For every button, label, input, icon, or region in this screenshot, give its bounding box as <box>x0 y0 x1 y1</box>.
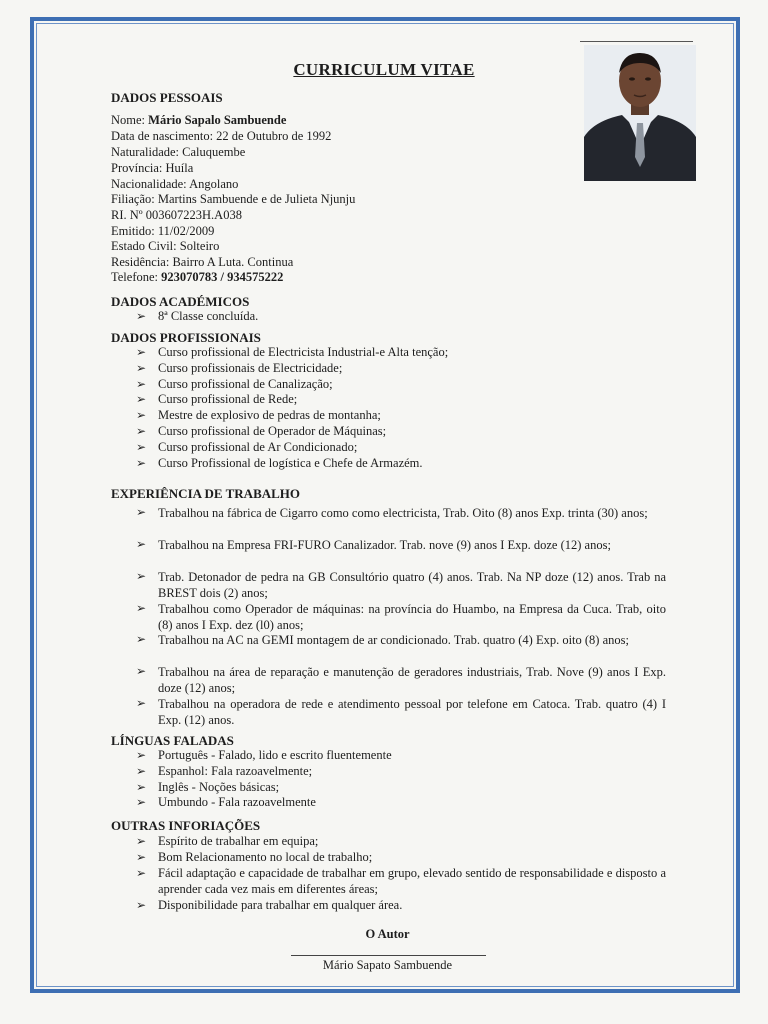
author-name: Mário Sapato Sambuende <box>322 958 453 972</box>
languages-heading: LÍNGUAS FALADAS <box>111 733 234 748</box>
personal-heading: DADOS PESSOAIS <box>111 90 223 105</box>
list-item: ➢ Disponibilidade para trabalhar em qualquer área. <box>136 898 403 912</box>
professional-heading: DADOS PROFISSIONAIS <box>111 330 261 345</box>
arrow-bullet-icon: ➢ <box>136 360 147 375</box>
province-line: Província: Huíla <box>111 161 194 175</box>
experience-heading: EXPERIÊNCIA DE TRABALHO <box>111 486 301 501</box>
other-heading: OUTRAS INFORIAÇÕES <box>111 818 261 833</box>
list-item: ➢ Curso profissional de Ar Condicionado; <box>136 439 358 454</box>
list-item: ➢ Curso profissional de Canalização; <box>136 376 333 391</box>
arrow-bullet-icon: ➢ <box>136 505 147 519</box>
arrow-bullet-icon: ➢ <box>136 439 147 454</box>
arrow-bullet-icon: ➢ <box>136 696 147 710</box>
arrow-bullet-icon: ➢ <box>136 632 147 646</box>
list-item: ➢ 8ª Classe concluída. <box>136 309 259 323</box>
arrow-bullet-icon: ➢ <box>136 601 147 615</box>
experience-list <box>136 505 666 728</box>
arrow-bullet-icon: ➢ <box>136 834 147 848</box>
arrow-bullet-icon: ➢ <box>136 569 147 583</box>
list-item: ➢ Curso profissional de Operador de Máquinas; <box>136 423 387 438</box>
list-item: ➢ Trabalhou como Operador de máquinas: na província do Huambo, na Empresa da Cuca. Trab, oito (8) anos I Exp. dez (l0) anos; <box>136 601 666 632</box>
issued-line: Emitido: 11/02/2009 <box>111 224 215 238</box>
arrow-bullet-icon: ➢ <box>136 392 147 407</box>
list-item: ➢ Trabalhou na operadora de rede e atendimento pessoal por telefone em Catoca. Trab. quatro (4) I Exp. (12) anos. <box>136 696 666 727</box>
list-item: ➢ Bom Relacionamento no local de trabalho; <box>136 850 373 864</box>
arrow-bullet-icon: ➢ <box>136 376 147 391</box>
academic-heading: DADOS ACADÉMICOS <box>111 294 250 309</box>
nationality-line: Nacionalidade: Angolano <box>111 177 239 191</box>
list-item: ➢ Trab. Detonador de pedra na GB Consultório quatro (4) anos. Trab. Na NP doze (12) anos. Trab na BREST dois (2) anos; <box>136 569 666 600</box>
arrow-bullet-icon: ➢ <box>136 423 147 438</box>
residence-line: Residência: Bairro A Luta. Continua <box>111 255 294 269</box>
id-line: RI. Nº 003607223H.A038 <box>111 208 242 222</box>
phone-label: Telefone: <box>111 270 159 284</box>
list-item: ➢ Mestre de explosivo de pedras de montanha; <box>136 408 381 423</box>
list-item: ➢ Fácil adaptação e capacidade de trabalhar em grupo, elevado sentido de responsabilidade e disposto a aprender cada vez mais em diferentes áreas; <box>136 866 666 896</box>
civil-status-line: Estado Civil: Solteiro <box>111 239 220 253</box>
arrow-bullet-icon: ➢ <box>136 408 147 423</box>
birthplace-line: Naturalidade: Caluquembe <box>111 145 246 159</box>
birth-line: Data de nascimento: 22 de Outubro de 1992 <box>111 129 332 143</box>
list-item: ➢ Curso profissional de Rede; <box>136 392 298 407</box>
list-item: ➢ Trabalhou na fábrica de Cigarro como como electricista, Trab. Oito (8) anos Exp. trinta (30) anos; <box>136 505 648 520</box>
name-line <box>111 113 286 128</box>
arrow-bullet-icon: ➢ <box>136 537 147 551</box>
list-item: ➢ Inglês - Noções básicas; <box>136 779 280 794</box>
arrow-bullet-icon: ➢ <box>136 763 147 778</box>
arrow-bullet-icon: ➢ <box>136 748 147 762</box>
phone-line <box>111 270 283 285</box>
arrow-bullet-icon: ➢ <box>136 866 147 880</box>
name-label: Nome: <box>111 113 146 127</box>
list-item: ➢ Trabalhou na área de reparação e manutenção de geradores industriais, Trab. Nove (9) anos I Exp. doze (12) anos; <box>136 664 666 695</box>
document-title: CURRICULUM VITAE <box>293 60 475 79</box>
arrow-bullet-icon: ➢ <box>136 455 147 470</box>
list-item: ➢ Umbundo - Fala razoavelmente <box>136 795 316 810</box>
list-item: ➢ Curso profissionais de Electricidade; <box>136 360 343 375</box>
arrow-bullet-icon: ➢ <box>136 898 147 912</box>
phone-value: 923070783 / 934575222 <box>161 270 284 284</box>
arrow-bullet-icon: ➢ <box>136 850 147 864</box>
languages-list <box>136 748 392 811</box>
arrow-bullet-icon: ➢ <box>136 345 147 359</box>
list-item: ➢ Espírito de trabalhar em equipa; <box>136 834 319 848</box>
name-value: Mário Sapalo Sambuende <box>148 113 287 127</box>
arrow-bullet-icon: ➢ <box>136 779 147 794</box>
arrow-bullet-icon: ➢ <box>136 795 147 810</box>
list-item: ➢ Trabalhou na AC na GEMI montagem de ar condicionado. Trab. quatro (4) Exp. oito (8) anos; <box>136 632 629 647</box>
author-label: O Autor <box>365 927 410 941</box>
list-item: ➢ Português - Falado, lido e escrito fluentemente <box>136 748 392 762</box>
other-list <box>136 833 666 913</box>
list-item: ➢ Trabalhou na Empresa FRI-FURO Canalizador. Trab. nove (9) anos I Exp. doze (12) anos; <box>136 537 611 552</box>
list-item: ➢ Curso Profissional de logística e Chefe de Armazém. <box>136 455 423 470</box>
parents-line: Filiação: Martins Sambuende e de Julieta Njunju <box>111 192 356 206</box>
arrow-bullet-icon: ➢ <box>136 664 147 678</box>
signature-line <box>291 955 486 956</box>
professional-list <box>136 345 448 471</box>
list-item: ➢ Espanhol: Fala razoavelmente; <box>136 763 313 778</box>
arrow-bullet-icon: ➢ <box>136 309 147 323</box>
photo-top-line <box>580 41 693 42</box>
academic-list <box>136 309 258 324</box>
list-item: ➢ Curso profissional de Electricista Industrial-e Alta tenção; <box>136 345 449 359</box>
